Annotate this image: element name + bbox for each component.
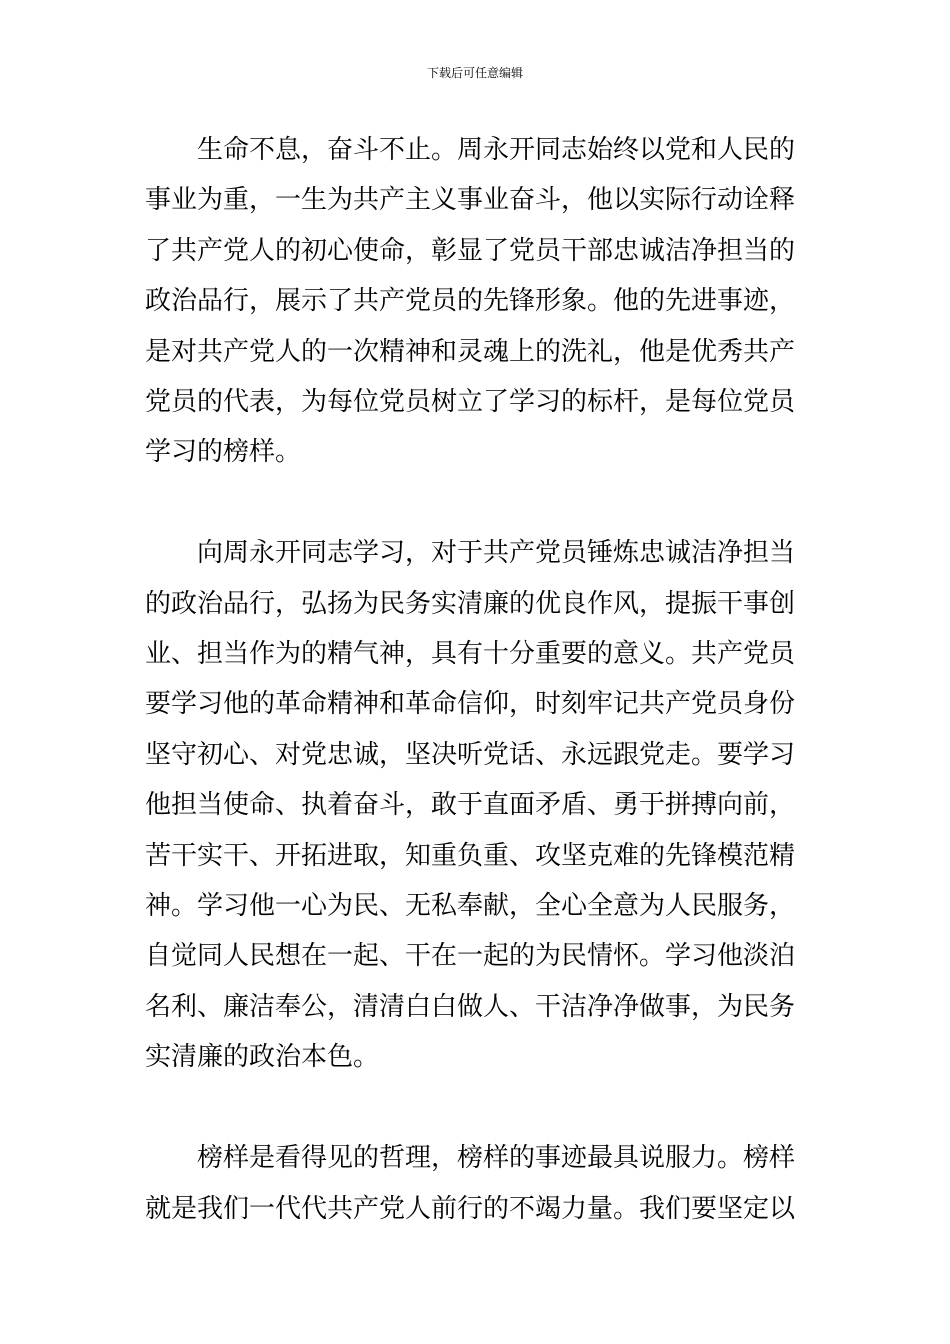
document-body	[145, 125, 810, 1234]
text-line: 实清廉的政治本色。	[145, 1042, 380, 1073]
paragraph-gap	[145, 478, 810, 528]
text-line: 向周永开同志学习，对于共产党员锤炼忠诚洁净担当	[145, 538, 796, 569]
text-line: 他担当使命、执着奋斗，敢于直面矛盾、勇于拼搏向前，	[145, 790, 796, 821]
text-line: 苦干实干、开拓进取，知重负重、攻坚克难的先锋模范精	[145, 840, 796, 871]
text-line: 的政治品行，弘扬为民务实清廉的优良作风，提振干事创	[145, 588, 796, 619]
text-line: 业、担当作为的精气神，具有十分重要的意义。共产党员	[145, 639, 796, 670]
text-line: 政治品行，展示了共产党员的先锋形象。他的先进事迹，	[145, 286, 796, 317]
paragraph-3	[145, 1133, 810, 1234]
text-line: 名利、廉洁奉公，清清白白做人、干洁净净做事，为民务	[145, 991, 796, 1022]
paragraph-gap	[145, 1083, 810, 1133]
page-header: 下载后可任意编辑	[426, 66, 523, 80]
text-line: 党员的代表，为每位党员树立了学习的标杆，是每位党员	[145, 387, 796, 418]
text-line: 是对共产党人的一次精神和灵魂上的洗礼，他是优秀共产	[145, 336, 796, 367]
text-line: 榜样是看得见的哲理，榜样的事迹最具说服力。榜样	[145, 1143, 796, 1174]
text-line: 要学习他的革命精神和革命信仰，时刻牢记共产党员身份	[145, 689, 796, 720]
text-line: 自觉同人民想在一起、干在一起的为民情怀。学习他淡泊	[145, 941, 796, 972]
paragraph-2	[145, 528, 810, 1082]
text-line: 就是我们一代代共产党人前行的不竭力量。我们要坚定以	[145, 1193, 796, 1224]
text-line: 神。学习他一心为民、无私奉献，全心全意为人民服务，	[145, 891, 796, 922]
paragraph-1	[145, 125, 810, 478]
text-line: 生命不息，奋斗不止。周永开同志始终以党和人民的	[145, 135, 796, 165]
text-line: 坚守初心、对党忠诚，坚决听党话、永远跟党走。要学习	[145, 739, 796, 770]
text-line: 事业为重，一生为共产主义事业奋斗，他以实际行动诠释	[145, 185, 796, 216]
text-line: 了共产党人的初心使命，彰显了党员干部忠诚洁净担当的	[145, 235, 796, 266]
text-line: 学习的榜样。	[145, 437, 302, 468]
